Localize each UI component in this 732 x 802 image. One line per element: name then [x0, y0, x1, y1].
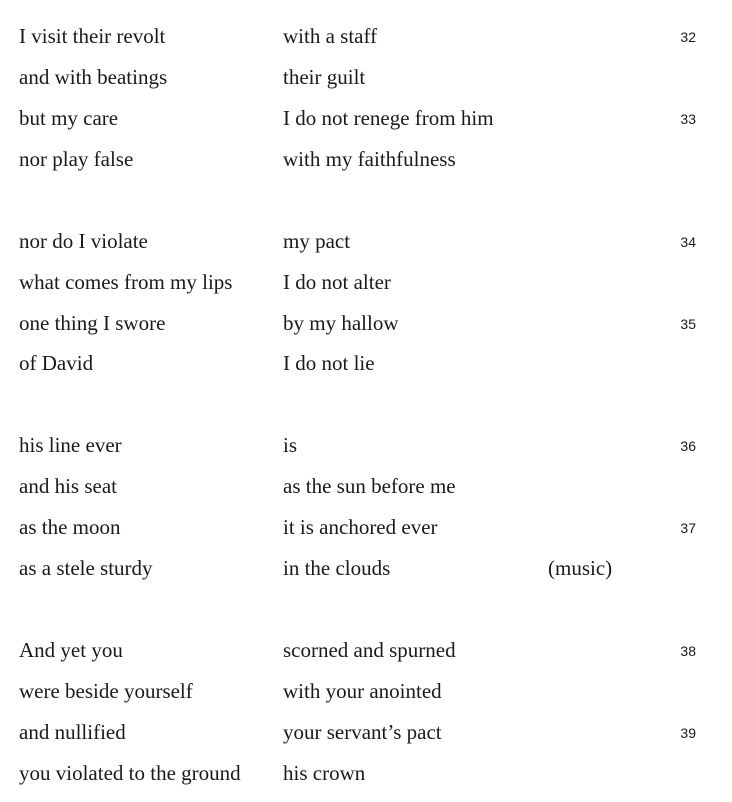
poem-line — [0, 679, 732, 720]
poem-line — [0, 720, 732, 761]
verse-number: 39 — [680, 725, 696, 741]
line-first-half: I visit their revolt — [19, 24, 166, 48]
poem-line — [0, 147, 732, 188]
verse-number: 36 — [680, 438, 696, 454]
line-first-half: as a stele sturdy — [19, 556, 153, 580]
line-first-half: as the moon — [19, 515, 121, 539]
line-second-half: it is anchored ever — [283, 515, 438, 539]
line-first-half: and nullified — [19, 720, 126, 744]
line-second-half: with my faithfulness — [283, 147, 456, 171]
poem-line — [0, 556, 732, 597]
line-second-half: I do not alter — [283, 270, 391, 294]
poem-line — [0, 474, 732, 515]
line-second-half: with a staff — [283, 24, 378, 48]
line-first-half: but my care — [19, 106, 119, 130]
line-second-half: his crown — [283, 761, 366, 785]
line-second-half: in the clouds — [283, 556, 391, 580]
verse-number: 37 — [680, 520, 696, 536]
poem-line — [0, 270, 732, 311]
poem-line — [0, 65, 732, 106]
verse-number: 38 — [680, 643, 696, 659]
line-second-half: your servant’s pact — [283, 720, 442, 744]
line-second-half: is — [283, 433, 298, 457]
poem-line — [0, 106, 732, 147]
line-second-half: as the sun before me — [283, 474, 456, 498]
verse-number: 33 — [680, 111, 696, 127]
line-second-half: their guilt — [283, 65, 366, 89]
line-first-half: what comes from my lips — [19, 270, 233, 294]
line-first-half: And yet you — [19, 638, 123, 662]
line-second-half: with your anointed — [283, 679, 442, 703]
line-second-half: I do not lie — [283, 351, 375, 375]
poem-line — [0, 515, 732, 556]
poem-line — [0, 24, 732, 65]
line-first-half: of David — [19, 351, 94, 375]
poem-line — [0, 229, 732, 270]
poem-line — [0, 433, 732, 474]
line-first-half: and with beatings — [19, 65, 168, 89]
line-first-half: and his seat — [19, 474, 117, 498]
verse-number: 32 — [680, 29, 696, 45]
line-second-half: I do not renege from him — [283, 106, 494, 130]
poem-line — [0, 311, 732, 352]
line-first-half: nor do I violate — [19, 229, 148, 253]
line-second-half: by my hallow — [283, 311, 399, 335]
line-second-half: scorned and spurned — [283, 638, 456, 662]
verse-number: 34 — [680, 234, 696, 250]
line-second-half: my pact — [283, 229, 351, 253]
line-first-half: one thing I swore — [19, 311, 166, 335]
line-first-half: his line ever — [19, 433, 122, 457]
line-first-half: were beside yourself — [19, 679, 193, 703]
verse-number: 35 — [680, 316, 696, 332]
poem-line — [0, 351, 732, 392]
poem-line — [0, 638, 732, 679]
line-first-half: nor play false — [19, 147, 134, 171]
music-annotation: (music) — [548, 556, 613, 580]
line-first-half: you violated to the ground — [19, 761, 241, 785]
